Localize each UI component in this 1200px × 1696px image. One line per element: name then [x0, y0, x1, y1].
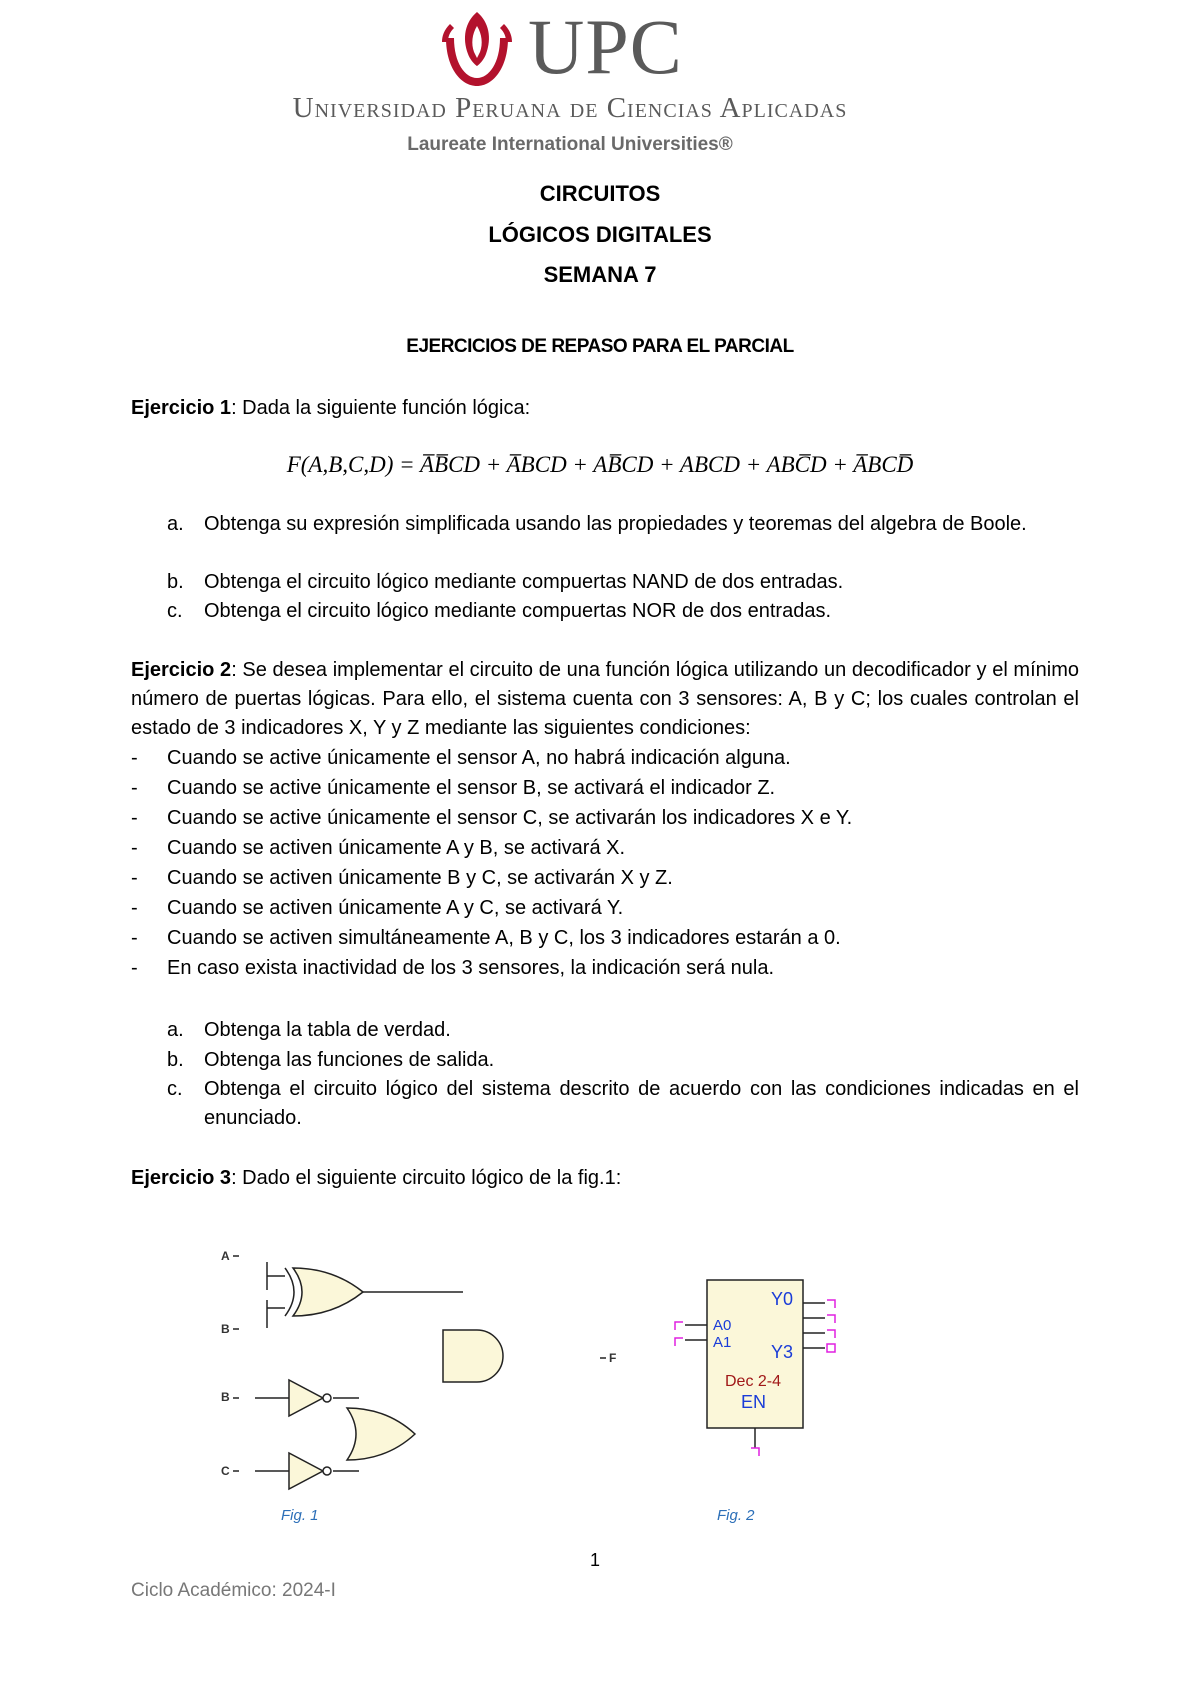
fig1-input-a: A [221, 1249, 230, 1263]
fig2-enable: EN [741, 1392, 767, 1412]
ej2-intro [131, 656, 1079, 743]
fig2-input-a0: A0 [713, 1317, 732, 1334]
page-number: 1 [590, 1550, 601, 1570]
ej1-label: Ejercicio 1 [131, 397, 232, 419]
fig2-input-a1: A1 [713, 1334, 732, 1351]
footer-academic-cycle: Ciclo Académico: 2024-I [131, 1580, 336, 1601]
title-line-1: CIRCUITOS [539, 181, 661, 206]
ej3-intro-text: : Dado el siguiente circuito lógico de la fig.1: [231, 1167, 622, 1189]
ej1-intro-text: : Dada la siguiente función lógica: [231, 397, 531, 419]
fig1-not-gate-c [289, 1453, 323, 1489]
laureate-network: Laureate International Universities® [407, 134, 733, 155]
fig1-input-b1: B [221, 1322, 230, 1336]
title-line-2: LÓGICOS DIGITALES [488, 222, 712, 247]
university-name: Universidad Peruana de Ciencias Aplicadas [292, 92, 848, 124]
ej2-intro-text: : Se desea implementar el circuito de una función lógica utilizando un decodificador y el mínimo número de puertas lógicas. Para ello, el sistema cuenta con 3 sensores: A, B y C; los cuales controlan el estado de 3 indicadores X, Y y Z mediante las siguientes condiciones: [131, 659, 1079, 739]
fig1-not-gate-b [289, 1380, 323, 1416]
fig2-output-y0: Y0 [771, 1289, 794, 1309]
fig2-decoder [665, 1270, 855, 1470]
fig1-caption: Fig. 1 [281, 1507, 319, 1524]
upc-logo-text: UPC [528, 3, 683, 90]
fig1-input-c: C [221, 1464, 230, 1478]
title-line-3: SEMANA 7 [543, 262, 657, 287]
fig1-xor-gate [285, 1268, 363, 1316]
fig1-circuit [215, 1240, 635, 1530]
ej3-intro [131, 1164, 1079, 1193]
upc-logo-emblem [436, 8, 518, 92]
ej1-formula: F(A,B,C,D) = A̅B̅CD + A̅BCD + AB̅CD + ABCD + ABC̅D + A̅BCD̅ [286, 452, 914, 477]
fig1-output-f: F [609, 1351, 617, 1365]
ej1-intro [131, 394, 1079, 423]
ej2-label: Ejercicio 2 [131, 659, 232, 681]
fig2-output-y3: Y3 [771, 1342, 794, 1362]
ej3-label: Ejercicio 3 [131, 1167, 232, 1189]
exercises-subtitle: EJERCICIOS DE REPASO PARA EL PARCIAL [406, 336, 794, 357]
fig2-caption: Fig. 2 [717, 1507, 755, 1524]
fig1-or-gate [347, 1408, 415, 1460]
fig1-input-b2: B [221, 1390, 230, 1404]
formula-lhs: F(A,B,C,D) = [286, 452, 420, 477]
fig1-and-gate [443, 1330, 503, 1382]
fig2-decoder-name: Dec 2-4 [725, 1373, 782, 1390]
